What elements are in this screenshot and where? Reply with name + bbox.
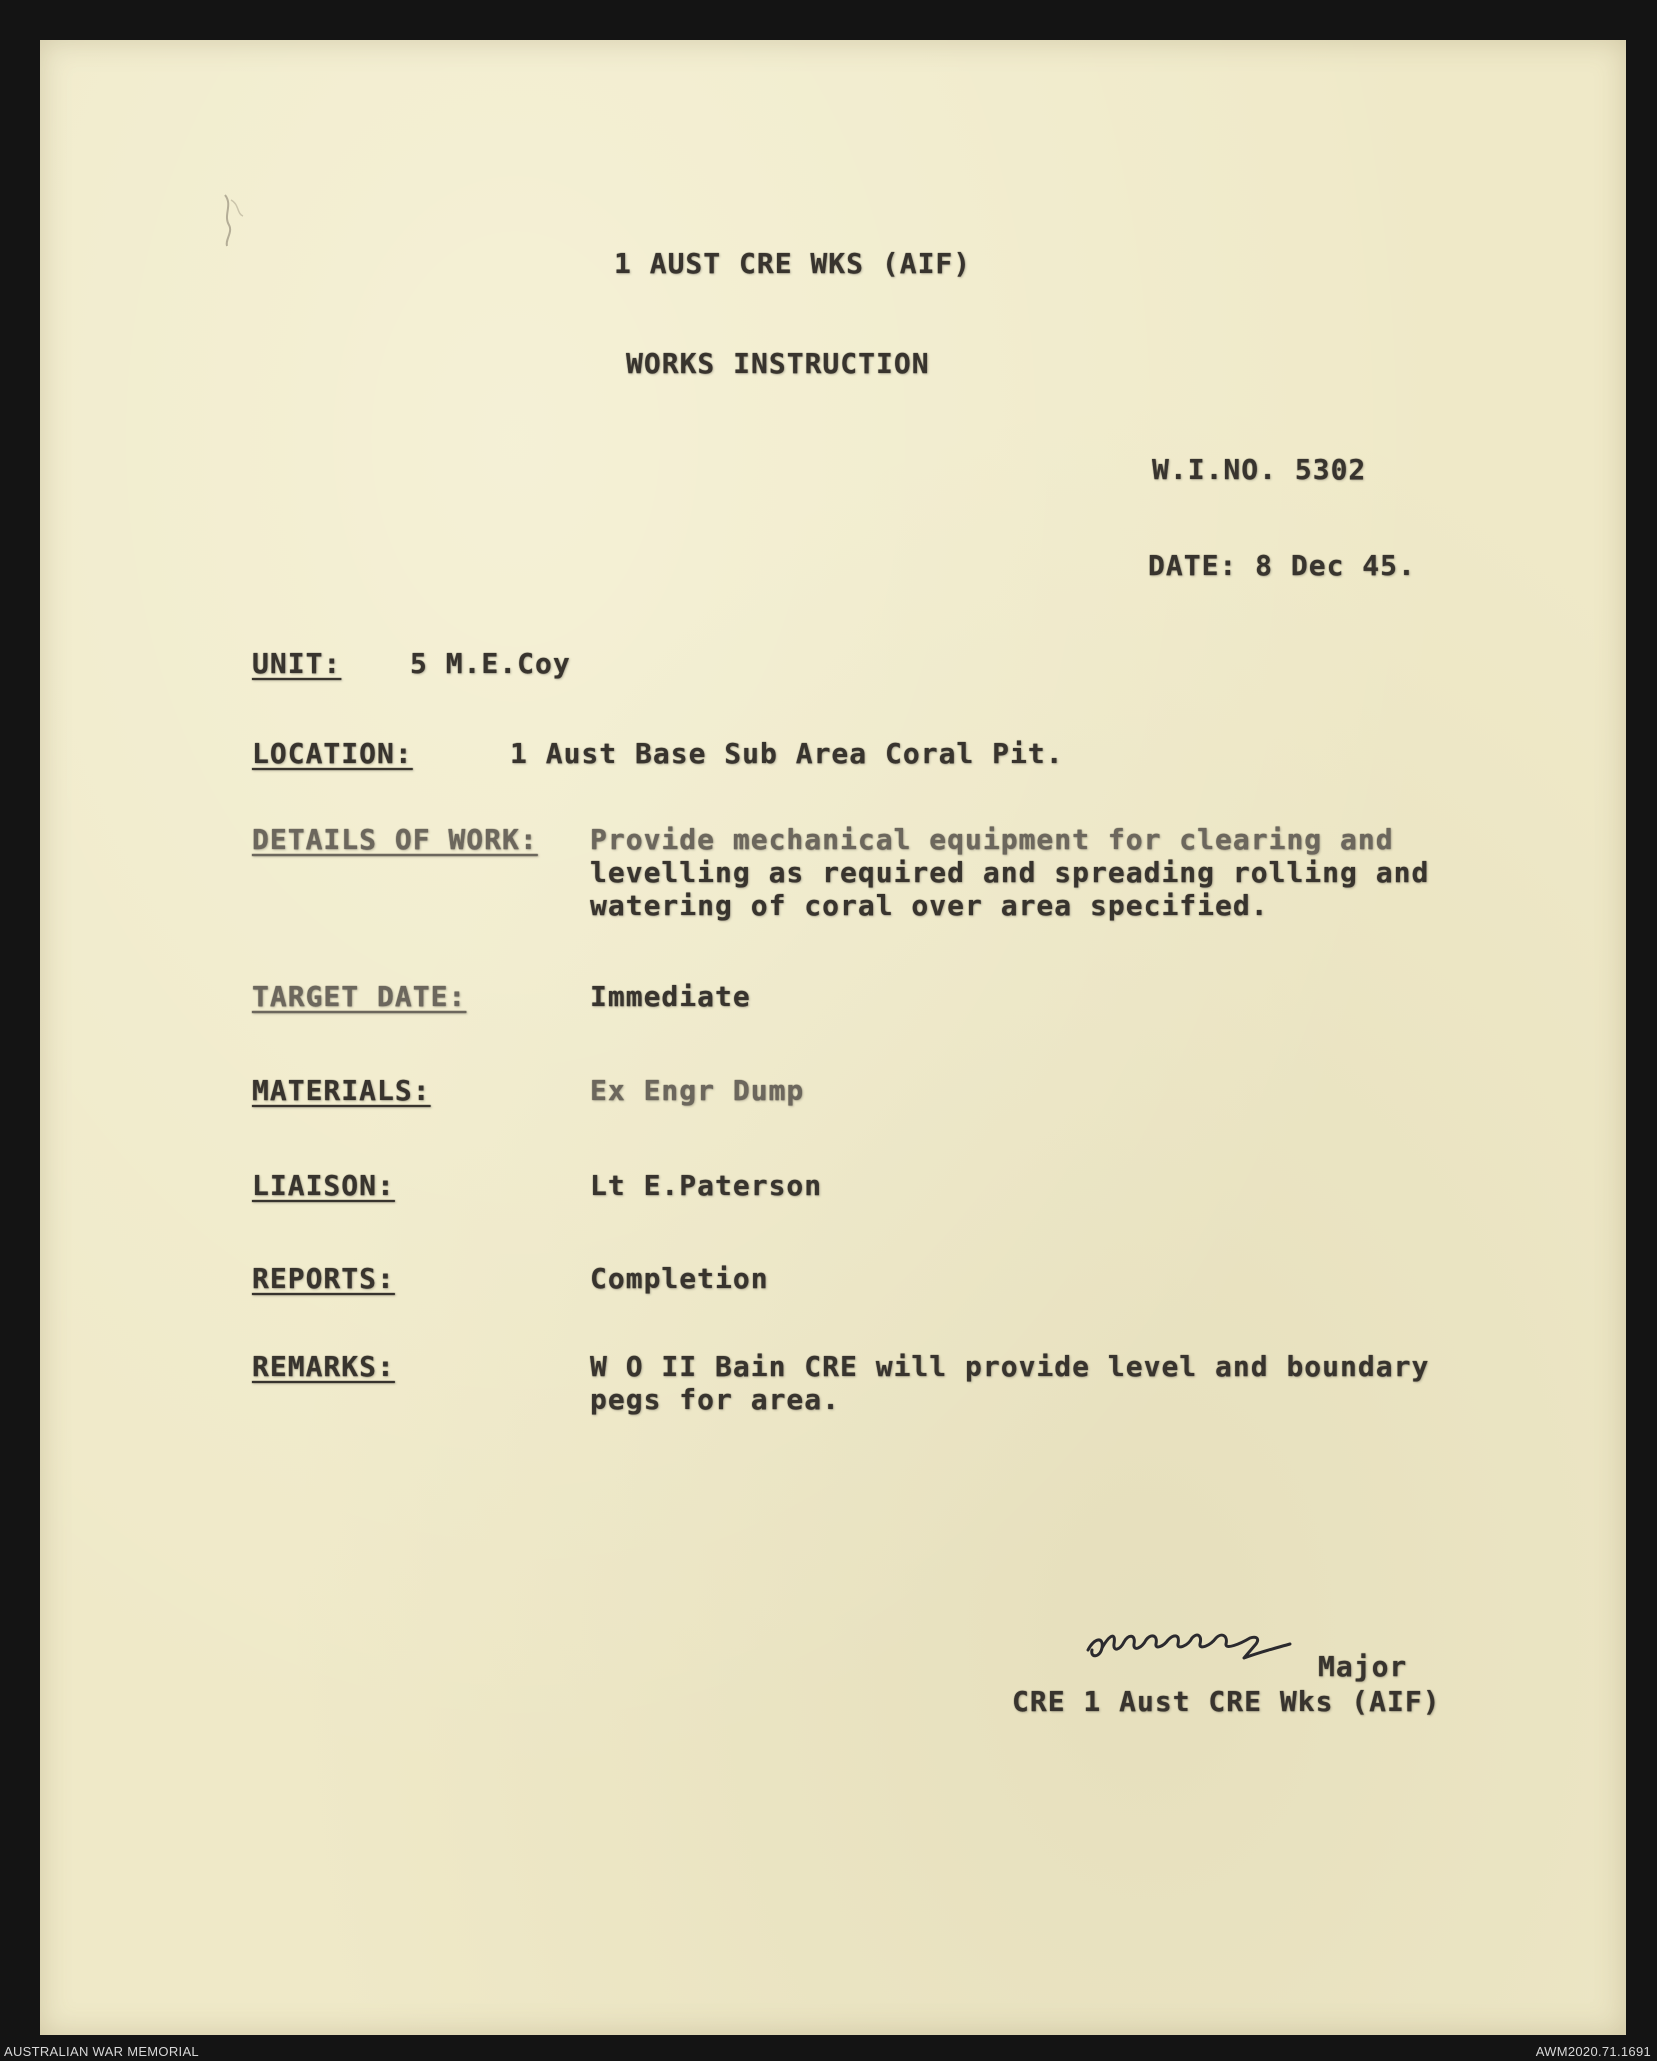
handwritten-signature (1080, 1608, 1350, 1678)
remarks-line-1: W O II Bain CRE will provide level and boundary (590, 1350, 1430, 1383)
materials-value: Ex Engr Dump (590, 1074, 805, 1107)
location-label: LOCATION: (252, 737, 413, 770)
details-of-work-line-2: levelling as required and spreading rolling and (590, 856, 1430, 889)
details-of-work-line-3: watering of coral over area specified. (590, 889, 1269, 922)
footer-institution: AUSTRALIAN WAR MEMORIAL (4, 2044, 199, 2059)
paper-crease-mark (215, 190, 265, 250)
footer-accession-number: AWM2020.71.1691 (1535, 2044, 1651, 2059)
remarks-label: REMARKS: (252, 1350, 395, 1383)
remarks-line-2: pegs for area. (590, 1383, 841, 1416)
document-heading: 1 AUST CRE WKS (AIF) (614, 247, 972, 280)
location-value: 1 Aust Base Sub Area Coral Pit. (510, 737, 1064, 770)
unit-value: 5 M.E.Coy (410, 647, 571, 680)
target-date-label: TARGET DATE: (252, 980, 467, 1013)
materials-label: MATERIALS: (252, 1074, 431, 1107)
paper-sheet (40, 40, 1626, 2035)
details-of-work-line-1: Provide mechanical equipment for clearing and (590, 823, 1394, 856)
wi-number: W.I.NO. 5302 (1152, 453, 1367, 486)
target-date-value: Immediate (590, 980, 751, 1013)
signature-rank: Major (1318, 1650, 1408, 1683)
liaison-label: LIAISON: (252, 1169, 395, 1202)
reports-label: REPORTS: (252, 1262, 395, 1295)
reports-value: Completion (590, 1262, 769, 1295)
details-of-work-label: DETAILS OF WORK: (252, 823, 538, 856)
document-title: WORKS INSTRUCTION (626, 347, 930, 380)
document-date: DATE: 8 Dec 45. (1148, 549, 1416, 582)
liaison-value: Lt E.Paterson (590, 1169, 823, 1202)
unit-label: UNIT: (252, 647, 342, 680)
signature-designation: CRE 1 Aust CRE Wks (AIF) (1012, 1685, 1441, 1718)
